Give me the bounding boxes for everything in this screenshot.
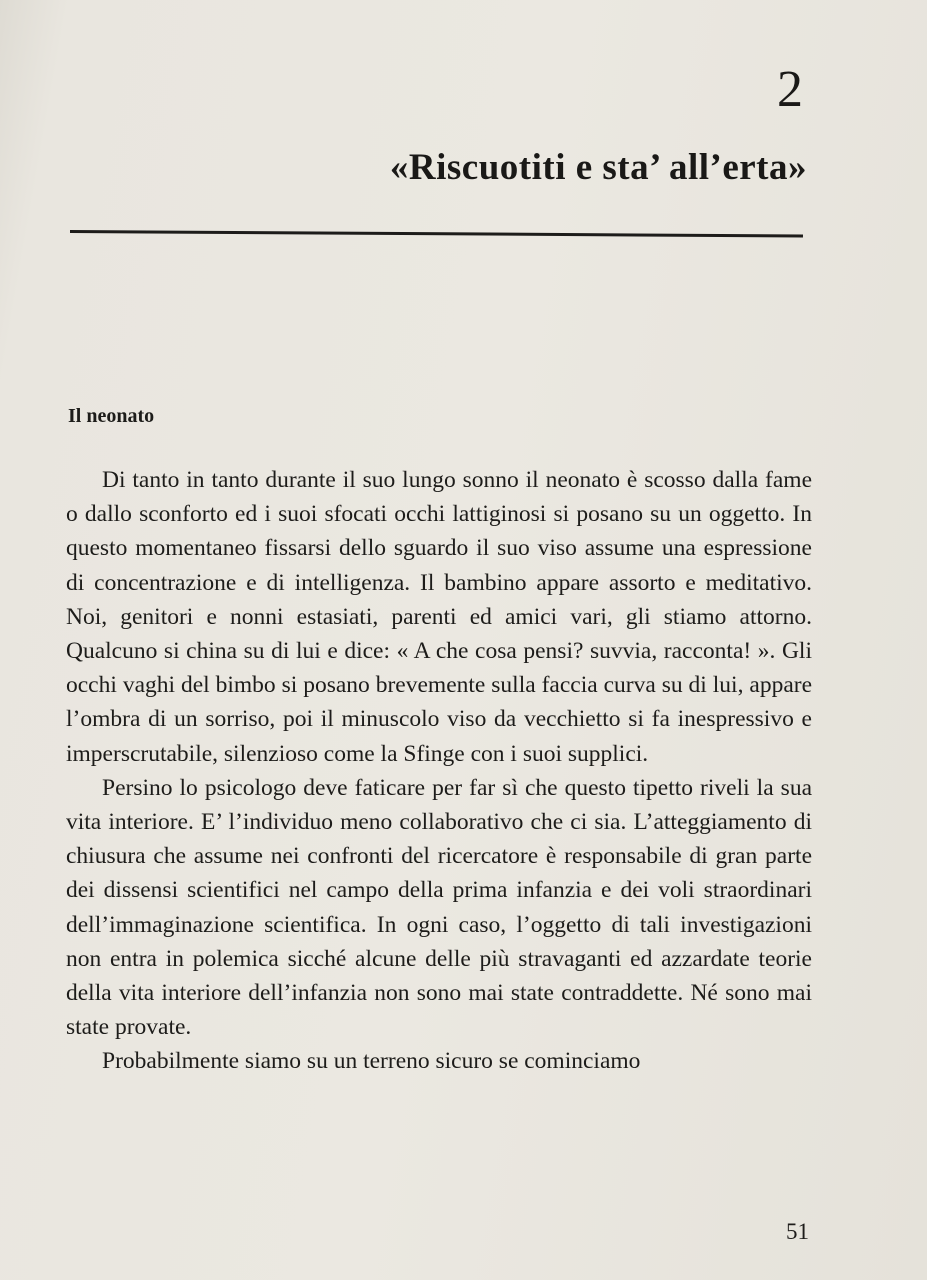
- chapter-number: 2: [777, 61, 803, 118]
- paragraph-3: Probabilmente siamo su un terreno sicuro se cominciamo: [102, 1048, 641, 1075]
- paragraph-2: Persino lo psicologo deve faticare per far sì che questo tipetto riveli la sua vita interiore. E’ l’individuo meno collaborativo che ci sia. L’atteggiamento di chiusura che assume nei confronti del ricercatore è responsabile di gran parte dei dissensi scientifici nel campo della prima infanzia e dei voli straordinari dell’immaginazione scientifica. In ogni caso, l’oggetto di tali investigazioni non entra in polemica sicché alcune delle più stravaganti ed azzardate teorie della vita interiore dell’infanzia non sono mai state contraddette. Né sono mai state provate.: [66, 774, 812, 1041]
- title-divider-rule: [70, 230, 803, 237]
- page-number: 51: [786, 1219, 809, 1244]
- paragraph-1: Di tanto in tanto durante il suo lungo sonno il neonato è scosso dalla fame o dallo sconforto ed i suoi sfocati occhi lattiginosi si posano su un oggetto. In questo momentaneo fissarsi dello sguardo il suo viso assume una espressione di concentrazione e di intelligenza. Il bambino appare assorto e meditativo. Noi, genitori e nonni estasiati, parenti ed amici vari, gli stiamo attorno. Qualcuno si china su di lui e dice: « A che cosa pensi? suvvia, racconta! ». Gli occhi vaghi del bimbo si posano brevemente sulla faccia curva su di lui, appare l’ombra di un sorriso, poi il minuscolo viso da vecchietto si fa inespressivo e imperscrutabile, silenzioso come la Sfinge con i suoi supplici.: [66, 467, 812, 767]
- chapter-title: «Riscuotiti e sta’ all’erta»: [389, 147, 807, 188]
- section-heading: Il neonato: [68, 405, 155, 427]
- body-text: [66, 463, 812, 1079]
